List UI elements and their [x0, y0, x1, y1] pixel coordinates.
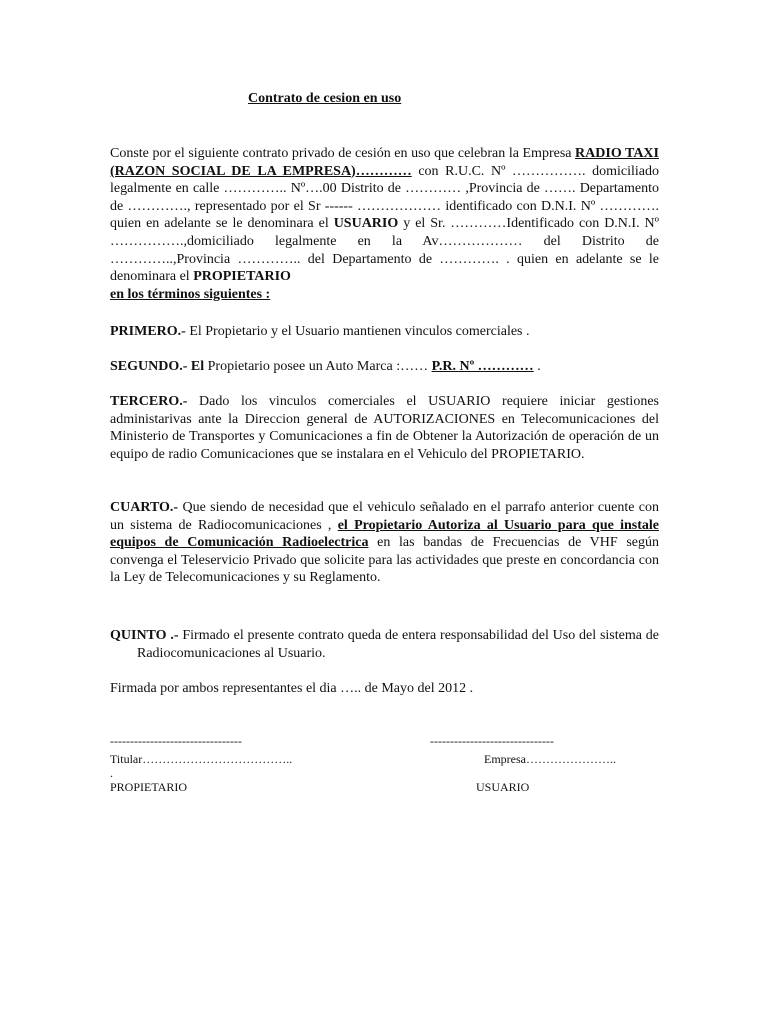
- clause-label: QUINTO .-: [110, 628, 179, 643]
- signing-date: Firmada por ambos representantes el dia ….. de Mayo del 2012 .: [110, 681, 474, 696]
- clause-label: SEGUNDO.- El: [110, 359, 205, 374]
- clause-tercero: TERCERO.- Dado los vinculos comerciales el USUARIO requiere iniciar gestiones administarivas ante la Direccion general de AUTORIZACIONES en Telecomunicaciones del Ministerio de Transportes y Comunicaciones a fin de Obtener la Autorización de operación de un equipo de radio Comunicaciones que se instalara en el Vehiculo del PROPIETARIO.: [110, 394, 659, 462]
- terms-heading: en los términos siguientes :: [110, 286, 271, 302]
- usuario-term: USUARIO: [333, 216, 399, 232]
- authorization-highlight: el Propietario Autoriza al Usuario para que instale equipos de Comunicación Radioelectrica: [110, 517, 659, 551]
- empresa-label: Empresa…………………..: [484, 752, 616, 766]
- pr-number: P.R. Nº …………: [431, 359, 534, 374]
- role-usuario: USUARIO: [476, 780, 530, 794]
- titular-dot: .: [110, 766, 113, 780]
- signature-line-right: -------------------------------: [430, 734, 554, 748]
- signature-line-left: ---------------------------------: [110, 734, 242, 748]
- clause-primero: PRIMERO.- El Propietario y el Usuario mantienen vinculos comerciales .: [110, 324, 530, 339]
- clause-quinto: QUINTO .- Firmado el presente contrato queda de entera responsabilidad del Uso del sistema de Radiocomunicaciones al Usuario.: [110, 628, 660, 661]
- clause-label: TERCERO.-: [110, 394, 188, 409]
- clause-label: PRIMERO.-: [110, 324, 186, 339]
- role-propietario: PROPIETARIO: [110, 780, 188, 794]
- intro-paragraph: Conste por el siguiente contrato privado de cesión en uso que celebran la Empresa RADIO TAXI (RAZON SOCIAL DE LA EMPRESA)………… con R.U.C. Nº ……………. domiciliado legalmente en calle ………….. Nº….00 Distrito de ………… ,Provincia de ……. Departamento de …………., representado por el Sr ------ ……………… identificado con D.N.I. Nº …………. quien en adelante se le denominara el USUARIO y el Sr. …………Identificado con D.N.I. Nº …………….,domiciliado legalmente en la Av……………… del Distrito de …………..,Provincia ………….. del Departamento de …………. . quien en adelante se le denominara el PROPIETARIO en los términos siguientes :: [110, 146, 660, 302]
- document-title: Contrato de cesion en uso: [248, 91, 402, 106]
- clause-label: CUARTO.-: [110, 500, 179, 515]
- clause-segundo: SEGUNDO.- El Propietario posee un Auto Marca :…… P.R. Nº ………… .: [110, 359, 541, 374]
- company-name: RADIO TAXI (RAZON SOCIAL DE LA EMPRESA)…………: [110, 146, 659, 179]
- clause-cuarto: CUARTO.- Que siendo de necesidad que el vehiculo señalado en el parrafo anterior cuente con un sistema de Radiocomunicaciones , el Propietario Autoriza al Usuario para que instale equipos de Comunicación Radioelectrica en las bandas de Frecuencias de VHF según convenga el Teleservicio Privado que solicite para las actividades que preste en concordancia con la Ley de Telecomunicaciones y su Reglamento.: [110, 500, 659, 586]
- titular-label: Titular………………………………..: [110, 752, 293, 766]
- propietario-term: PROPIETARIO: [193, 269, 291, 285]
